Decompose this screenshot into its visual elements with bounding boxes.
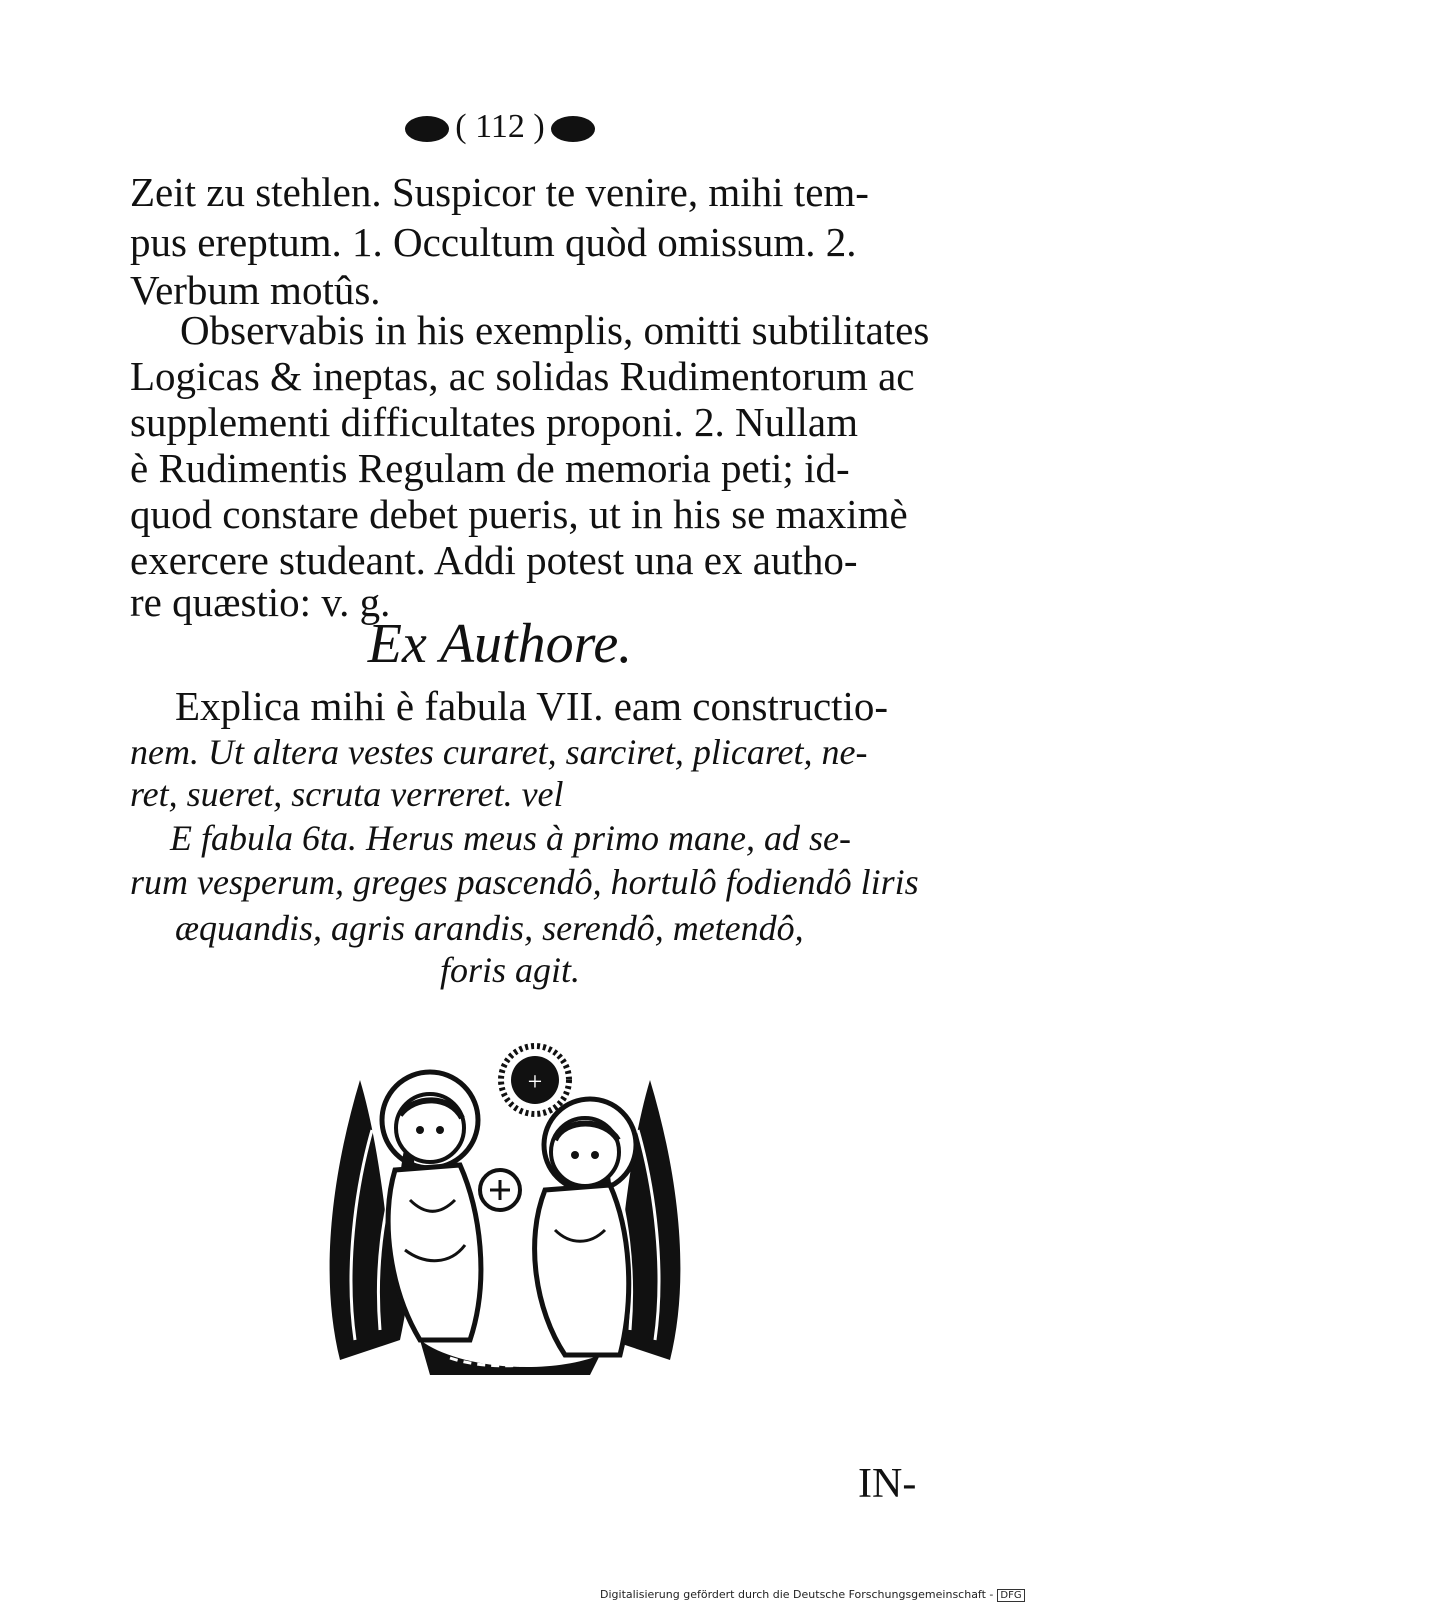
text-line: pus ereptum. 1. Occultum quòd omissum. 2. — [130, 219, 857, 265]
page-header — [0, 108, 1000, 146]
text-line: rum vesperum, greges pascendô, hortulô fodiendô liris — [130, 862, 919, 902]
dfg-logo: DFG — [997, 1589, 1024, 1602]
digitization-footer — [600, 1588, 1022, 1602]
text-line: Zeit zu stehlen. Suspicor te venire, mihi tem- — [130, 169, 869, 215]
text-line: re quæstio: v. g. — [130, 579, 391, 625]
text-line: Observabis in his exemplis, omitti subtilitates — [180, 307, 930, 353]
text-line: Verbum motûs. — [130, 267, 381, 313]
cherubs-woodcut-icon — [300, 1040, 710, 1380]
svg-text:+: + — [527, 1067, 543, 1096]
text-line: æquandis, agris arandis, serendô, metendô, — [175, 908, 804, 948]
section-heading: Ex Authore. — [367, 613, 633, 675]
ornament-left-icon — [405, 116, 449, 142]
text-line: exercere studeant. Addi potest una ex autho- — [130, 537, 858, 583]
text-line: foris agit. — [440, 950, 581, 990]
footer-text: Digitalisierung gefördert durch die Deutsche Forschungsgemeinschaft - — [600, 1588, 994, 1601]
text-line: quod constare debet pueris, ut in his se maximè — [130, 491, 908, 537]
text-line: E fabula 6ta. Herus meus à primo mane, ad se- — [170, 818, 851, 858]
text-line: ret, sueret, scruta verreret. vel — [130, 774, 564, 814]
text-line: supplementi difficultates proponi. 2. Nullam — [130, 399, 859, 445]
text-line: è Rudimentis Regulam de memoria peti; id- — [130, 445, 850, 491]
page-number: ( 112 ) — [455, 108, 545, 145]
text-line: nem. Ut altera vestes curaret, sarciret, plicaret, ne- — [130, 732, 868, 772]
text-line: Logicas & ineptas, ac solidas Rudimentorum ac — [130, 353, 915, 399]
ornament-right-icon — [551, 116, 595, 142]
catchword: IN- — [858, 1461, 917, 1507]
text-line: Explica mihi è fabula VII. eam constructio- — [175, 683, 889, 729]
